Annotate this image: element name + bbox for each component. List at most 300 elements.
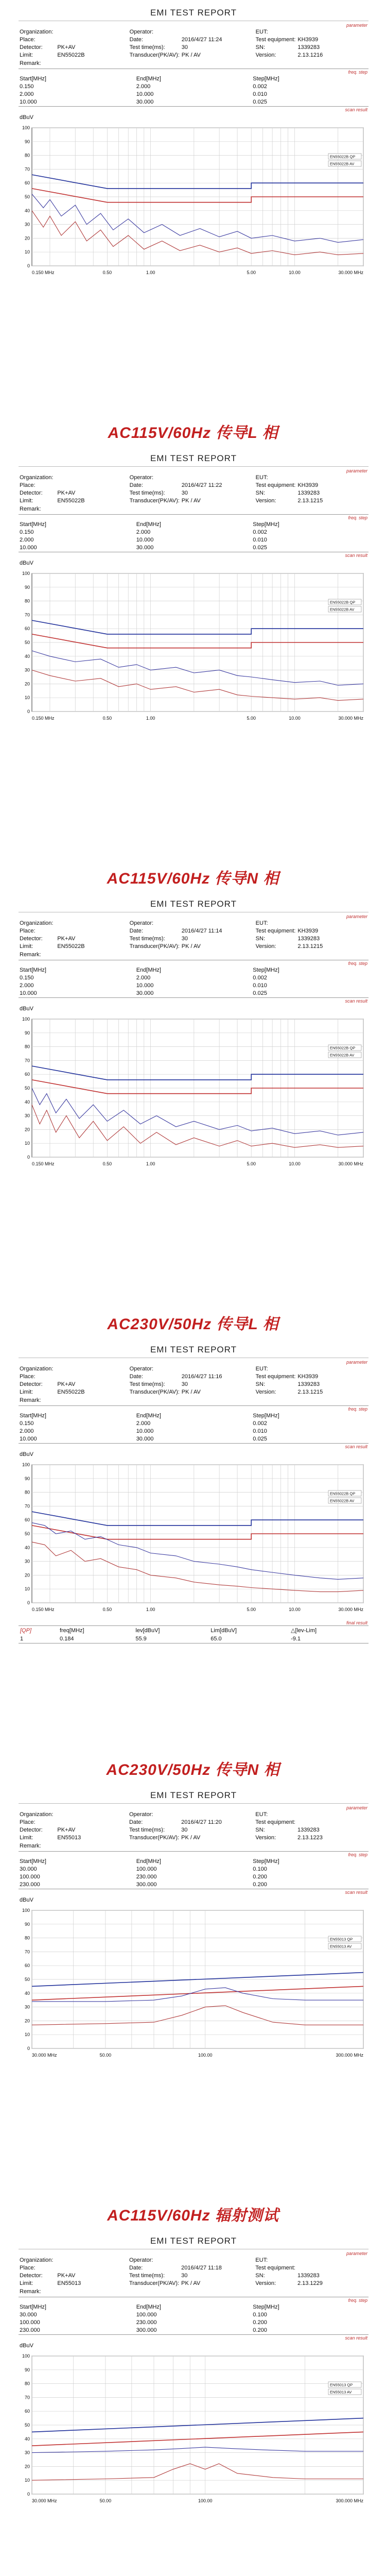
param-value xyxy=(181,28,255,36)
param-key: Place: xyxy=(20,928,36,934)
param-key: Date: xyxy=(129,928,143,934)
freq-step-label: freq. step xyxy=(348,961,367,966)
parameter-row xyxy=(19,52,369,59)
y-tick-label: 50 xyxy=(24,2422,30,2428)
freq-header: Start[MHz] xyxy=(20,1413,46,1419)
y-tick-label: 80 xyxy=(24,1044,30,1049)
x-tick-label: 1.00 xyxy=(146,270,155,275)
parameter-table xyxy=(19,1811,369,1842)
freq-cell: 10.000 xyxy=(136,1428,154,1434)
freq-cell: 10.000 xyxy=(20,545,37,551)
y-tick-label: 20 xyxy=(24,1572,30,1578)
final-cell: 65.0 xyxy=(210,1636,222,1642)
y-tick-label: 80 xyxy=(24,598,30,604)
x-tick-label: 100.00 xyxy=(198,2053,213,2058)
y-tick-label: 60 xyxy=(24,1072,30,1077)
freq-cell: 30.000 xyxy=(136,99,154,105)
parameter-row xyxy=(19,943,369,951)
y-tick-label: 10 xyxy=(24,1586,30,1592)
emi-report xyxy=(19,2233,369,2510)
y-tick-label: 50 xyxy=(24,640,30,645)
report-title: EMI TEST REPORT xyxy=(19,2233,369,2249)
freq-cell: 30.000 xyxy=(20,1866,37,1872)
param-value: 30 xyxy=(181,2273,188,2279)
freq-cell: 300.000 xyxy=(136,1882,157,1888)
x-tick-label: 30.000 MHz xyxy=(32,2053,57,2058)
param-key: Organization: xyxy=(20,1811,54,1818)
parameter-row xyxy=(19,2257,369,2264)
freq-cell: 2.000 xyxy=(20,91,34,97)
emission-chart xyxy=(19,1459,369,1618)
freq-cell: 0.002 xyxy=(253,83,267,90)
legend-entry: EN55022B AV xyxy=(330,1498,355,1503)
freq-cell: 30.000 xyxy=(136,545,154,551)
freq-cell: 2.000 xyxy=(20,1428,34,1434)
freq-cell: 10.000 xyxy=(136,982,154,989)
param-key: Detector: xyxy=(20,2273,43,2279)
y-tick-label: 30 xyxy=(24,2450,30,2455)
freq-cell: 0.150 xyxy=(20,83,34,90)
x-tick-label: 5.00 xyxy=(247,1607,256,1612)
emission-chart xyxy=(19,122,369,281)
parameter-table xyxy=(19,474,369,505)
param-value xyxy=(56,2264,128,2272)
param-value xyxy=(296,1365,369,1373)
x-tick-label: 10.00 xyxy=(289,1161,301,1166)
param-key: Transducer(PK/AV): xyxy=(129,943,180,950)
freq-cell: 2.000 xyxy=(136,1420,151,1427)
parameter-label: parameter xyxy=(346,468,367,473)
param-key: SN: xyxy=(255,936,266,942)
test-caption: AC230V/50Hz 传导N 相 xyxy=(106,1761,280,1778)
freq-row xyxy=(19,990,369,997)
remark-label: Remark: xyxy=(20,60,41,66)
param-value xyxy=(56,474,128,482)
emi-report xyxy=(19,896,369,1173)
param-key: Test equipment: xyxy=(255,37,296,43)
parameter-row xyxy=(19,935,369,943)
freq-step-section xyxy=(19,1852,369,1889)
freq-cell: 0.200 xyxy=(253,2327,267,2333)
freq-header: Start[MHz] xyxy=(20,76,46,82)
param-key: Place: xyxy=(20,1374,36,1380)
freq-row xyxy=(19,1420,369,1428)
freq-step-section xyxy=(19,1406,369,1444)
freq-cell: 0.010 xyxy=(253,1428,267,1434)
param-key: SN: xyxy=(255,2273,265,2279)
parameter-row xyxy=(19,1819,369,1826)
final-header: Lim[dBuV] xyxy=(210,1627,237,1634)
param-key: Detector: xyxy=(20,1827,43,1833)
param-value: 2016/4/27 11:16 xyxy=(181,1374,222,1380)
freq-step-table xyxy=(19,1412,369,1443)
y-tick-label: 40 xyxy=(24,208,30,213)
x-tick-label: 30.000 MHz xyxy=(338,1161,363,1166)
param-value: PK / AV xyxy=(181,498,201,504)
emission-chart xyxy=(19,567,369,727)
param-key: Test time(ms): xyxy=(129,490,165,496)
param-key: Operator: xyxy=(129,1366,154,1372)
freq-step-label: freq. step xyxy=(348,1406,367,1412)
final-row xyxy=(19,1635,369,1643)
y-tick-label: 20 xyxy=(24,1127,30,1132)
y-unit-label: dBuV xyxy=(20,1006,33,1012)
y-tick-label: 100 xyxy=(22,1016,30,1022)
freq-cell: 0.150 xyxy=(20,975,34,981)
freq-row xyxy=(19,1866,369,1873)
y-unit-label: dBuV xyxy=(20,2343,33,2349)
freq-header: End[MHz] xyxy=(136,2304,161,2310)
param-key: EUT: xyxy=(255,474,268,481)
y-tick-label: 70 xyxy=(24,1058,30,1063)
param-value: 2016/4/27 11:14 xyxy=(181,928,222,934)
scan-result-section xyxy=(19,553,369,727)
freq-header: Step[MHz] xyxy=(253,1413,279,1419)
param-value xyxy=(56,927,128,935)
y-unit-label: dBuV xyxy=(20,560,33,566)
x-tick-label: 10.00 xyxy=(289,1607,301,1612)
emi-report xyxy=(19,5,369,281)
param-key: Operator: xyxy=(129,29,154,35)
param-value: 2016/4/27 11:20 xyxy=(181,1819,222,1825)
freq-cell: 10.000 xyxy=(136,91,154,97)
param-key: Organization: xyxy=(20,2257,54,2263)
freq-step-table xyxy=(19,967,369,997)
x-tick-label: 50.00 xyxy=(99,2498,112,2503)
param-value: 2.13.1216 xyxy=(297,52,323,58)
param-key: Operator: xyxy=(129,2257,153,2263)
y-tick-label: 10 xyxy=(24,249,30,255)
scan-result-section xyxy=(19,998,369,1173)
param-value xyxy=(56,28,128,36)
param-key: Version: xyxy=(255,498,276,504)
param-value: 1339283 xyxy=(297,490,320,496)
param-value: PK / AV xyxy=(181,943,201,950)
freq-cell: 0.002 xyxy=(253,975,267,981)
parameter-label: parameter xyxy=(346,2251,367,2256)
y-tick-label: 60 xyxy=(24,1963,30,1969)
param-key: Transducer(PK/AV): xyxy=(129,1389,180,1395)
param-value: KH3939 xyxy=(297,482,319,488)
param-value: 2016/4/27 11:18 xyxy=(181,2265,222,2271)
freq-cell: 10.000 xyxy=(20,990,37,996)
freq-header: Step[MHz] xyxy=(253,521,279,528)
legend-entry: EN55022B AV xyxy=(330,1053,355,1058)
freq-cell: 100.000 xyxy=(136,2312,157,2318)
param-value: 2.13.1215 xyxy=(297,1389,323,1395)
freq-step-label: freq. step xyxy=(348,70,367,75)
parameter-row xyxy=(19,1381,369,1388)
x-tick-label: 10.00 xyxy=(289,716,301,721)
freq-row xyxy=(19,2319,369,2327)
parameter-row xyxy=(19,1365,369,1373)
y-tick-label: 10 xyxy=(24,1141,30,1146)
param-value: EN55022B xyxy=(57,52,85,58)
freq-cell: 30.000 xyxy=(136,990,154,996)
freq-step-table xyxy=(19,521,369,552)
y-tick-label: 90 xyxy=(24,139,30,144)
param-value xyxy=(296,28,369,36)
final-cell: 55.9 xyxy=(135,1636,147,1642)
freq-row xyxy=(19,974,369,982)
param-value: PK+AV xyxy=(57,1381,76,1387)
freq-cell: 10.000 xyxy=(20,1436,37,1442)
y-tick-label: 60 xyxy=(24,626,30,632)
emi-report xyxy=(19,451,369,727)
parameter-row xyxy=(19,2272,369,2280)
param-key: Date: xyxy=(129,1819,143,1825)
emission-chart xyxy=(19,2350,369,2510)
param-key: EUT: xyxy=(255,2257,268,2263)
y-tick-label: 70 xyxy=(24,2395,30,2400)
x-tick-label: 0.150 MHz xyxy=(32,716,55,721)
y-tick-label: 90 xyxy=(24,1921,30,1927)
y-tick-label: 80 xyxy=(24,1489,30,1495)
freq-row xyxy=(19,2327,369,2334)
freq-cell: 2.000 xyxy=(20,537,34,543)
param-value: 30 xyxy=(181,44,188,50)
param-key: Version: xyxy=(255,2280,276,2286)
y-unit-label: dBuV xyxy=(20,1897,33,1903)
x-tick-label: 30.000 MHz xyxy=(338,716,363,721)
freq-step-label: freq. step xyxy=(348,2298,367,2303)
parameter-section xyxy=(19,23,369,69)
param-value: 2.13.1223 xyxy=(297,1835,323,1841)
freq-step-section xyxy=(19,961,369,998)
parameter-section xyxy=(19,914,369,960)
freq-step-table xyxy=(19,75,369,106)
scan-result-label: scan result xyxy=(345,998,367,1004)
report-title: EMI TEST REPORT xyxy=(19,896,369,912)
emission-chart xyxy=(19,1904,369,2064)
param-key: Operator: xyxy=(129,920,154,926)
freq-cell: 0.025 xyxy=(253,99,267,105)
y-tick-label: 50 xyxy=(24,1086,30,1091)
freq-header: Start[MHz] xyxy=(20,521,46,528)
param-value: 1339283 xyxy=(297,1381,320,1387)
param-key: SN: xyxy=(255,1827,265,1833)
test-caption: AC115V/60Hz 辐射测试 xyxy=(107,2207,279,2224)
param-key: Organization: xyxy=(20,474,54,481)
x-tick-label: 0.150 MHz xyxy=(32,1607,55,1612)
y-tick-label: 0 xyxy=(27,2046,30,2051)
final-cell: 1 xyxy=(20,1636,24,1642)
freq-cell: 0.150 xyxy=(20,1420,34,1427)
param-value: KH3939 xyxy=(297,1374,319,1380)
y-tick-label: 0 xyxy=(27,1600,30,1605)
legend-entry: EN55022B QP xyxy=(330,600,356,605)
freq-cell: 0.200 xyxy=(253,1882,267,1888)
param-key: Transducer(PK/AV): xyxy=(129,498,180,504)
param-key: Test equipment: xyxy=(255,482,296,488)
final-cell: -9.1 xyxy=(291,1636,301,1642)
freq-row xyxy=(19,544,369,552)
emi-report xyxy=(19,1788,369,2064)
parameter-row xyxy=(19,36,369,44)
y-tick-label: 90 xyxy=(24,1476,30,1481)
y-tick-label: 40 xyxy=(24,1545,30,1550)
scan-result-section xyxy=(19,2335,369,2510)
x-tick-label: 1.00 xyxy=(146,716,155,721)
y-tick-label: 100 xyxy=(22,1462,30,1467)
parameter-section xyxy=(19,1360,369,1406)
parameter-row xyxy=(19,28,369,36)
param-key: Limit: xyxy=(20,1835,33,1841)
param-key: Date: xyxy=(129,37,143,43)
parameter-table xyxy=(19,2257,369,2287)
parameter-row xyxy=(19,474,369,482)
parameter-row xyxy=(19,482,369,489)
freq-row xyxy=(19,536,369,544)
freq-cell: 30.000 xyxy=(20,2312,37,2318)
freq-row xyxy=(19,91,369,98)
param-value xyxy=(56,920,128,927)
y-tick-label: 60 xyxy=(24,1517,30,1523)
param-value: 2016/4/27 11:24 xyxy=(181,37,222,43)
param-key: Test time(ms): xyxy=(129,936,165,942)
y-tick-label: 90 xyxy=(24,2367,30,2372)
param-value: EN55022B xyxy=(57,943,85,950)
param-key: EUT: xyxy=(255,29,268,35)
param-value xyxy=(296,920,369,927)
legend-entry: EN55013 QP xyxy=(330,2382,353,2387)
param-key: Test equipment: xyxy=(255,1819,295,1825)
param-key: Place: xyxy=(20,37,36,43)
param-key: Test equipment: xyxy=(255,2265,295,2271)
freq-header: Step[MHz] xyxy=(253,1858,279,1865)
x-tick-label: 0.50 xyxy=(102,270,112,275)
param-value xyxy=(56,36,128,44)
freq-cell: 230.000 xyxy=(136,1874,157,1880)
param-key: Test equipment: xyxy=(255,1374,296,1380)
param-value xyxy=(56,1373,128,1381)
remark-label: Remark: xyxy=(20,506,41,512)
y-tick-label: 20 xyxy=(24,2018,30,2024)
parameter-label: parameter xyxy=(346,1805,367,1810)
y-tick-label: 30 xyxy=(24,222,30,227)
test-caption: AC115V/60Hz 传导L 相 xyxy=(108,425,278,442)
x-tick-label: 0.150 MHz xyxy=(32,1161,55,1166)
legend-entry: EN55022B QP xyxy=(330,1045,356,1050)
test-caption: AC115V/60Hz 传导N 相 xyxy=(107,870,279,887)
param-value: EN55013 xyxy=(57,2280,81,2286)
y-tick-label: 60 xyxy=(24,180,30,186)
x-tick-label: 300.000 MHz xyxy=(336,2498,363,2503)
param-value xyxy=(296,1819,369,1826)
param-key: Test time(ms): xyxy=(129,1827,165,1833)
freq-step-label: freq. step xyxy=(348,515,367,520)
freq-header: Start[MHz] xyxy=(20,2304,46,2310)
x-tick-label: 1.00 xyxy=(146,1607,155,1612)
y-tick-label: 0 xyxy=(27,2492,30,2497)
scan-result-label: scan result xyxy=(345,1444,367,1449)
param-key: Detector: xyxy=(20,490,43,496)
parameter-table xyxy=(19,920,369,951)
test-caption: AC230V/50Hz 传导L 相 xyxy=(107,1316,279,1333)
freq-step-section xyxy=(19,70,369,107)
y-tick-label: 100 xyxy=(22,125,30,130)
freq-cell: 0.100 xyxy=(253,2312,267,2318)
param-key: Organization: xyxy=(20,1366,54,1372)
param-key: Date: xyxy=(129,2265,143,2271)
freq-step-table xyxy=(19,1858,369,1889)
param-key: Organization: xyxy=(20,920,54,926)
param-value: 30 xyxy=(181,936,188,942)
freq-row xyxy=(19,982,369,990)
freq-cell: 10.000 xyxy=(136,537,154,543)
param-key: EUT: xyxy=(255,1811,268,1818)
param-key: Test time(ms): xyxy=(129,1381,165,1387)
y-tick-label: 0 xyxy=(27,709,30,714)
y-tick-label: 50 xyxy=(24,1531,30,1536)
freq-cell: 230.000 xyxy=(20,2327,40,2333)
param-key: Detector: xyxy=(20,1381,43,1387)
final-header: freq[MHz] xyxy=(59,1627,84,1634)
y-tick-label: 80 xyxy=(24,2381,30,2386)
x-tick-label: 10.00 xyxy=(289,270,301,275)
scan-result-section xyxy=(19,1890,369,2064)
param-key: Test time(ms): xyxy=(129,2273,165,2279)
final-header: △[lev-Lim] xyxy=(291,1628,317,1634)
freq-cell: 100.000 xyxy=(136,1866,157,1872)
freq-header: End[MHz] xyxy=(136,521,161,528)
param-value xyxy=(296,2264,369,2272)
param-value: 2.13.1229 xyxy=(297,2280,323,2286)
freq-cell: 0.010 xyxy=(253,91,267,97)
freq-header: End[MHz] xyxy=(136,1858,161,1865)
freq-cell: 0.002 xyxy=(253,529,267,535)
param-value: PK / AV xyxy=(181,52,201,58)
freq-cell: 230.000 xyxy=(20,1882,40,1888)
param-key: Transducer(PK/AV): xyxy=(129,1835,180,1841)
scan-result-label: scan result xyxy=(345,2335,367,2341)
parameter-section xyxy=(19,2251,369,2297)
param-key: Limit: xyxy=(20,1389,33,1395)
parameter-row xyxy=(19,920,369,927)
freq-header-row xyxy=(19,521,369,529)
parameter-row xyxy=(19,2280,369,2287)
param-key: Version: xyxy=(255,52,276,58)
freq-header: End[MHz] xyxy=(136,76,161,82)
parameter-row xyxy=(19,489,369,497)
y-tick-label: 80 xyxy=(24,1935,30,1941)
parameter-row xyxy=(19,1826,369,1834)
scan-result-label: scan result xyxy=(345,1890,367,1895)
freq-row xyxy=(19,83,369,91)
param-value: 1339283 xyxy=(297,936,320,942)
parameter-row xyxy=(19,497,369,505)
param-value: PK / AV xyxy=(181,1835,201,1841)
parameter-row xyxy=(19,1373,369,1381)
param-key: Date: xyxy=(129,482,143,488)
y-tick-label: 100 xyxy=(22,571,30,576)
param-key: Test equipment: xyxy=(255,928,296,934)
y-tick-label: 0 xyxy=(27,1155,30,1160)
final-result-table xyxy=(19,1626,369,1643)
y-tick-label: 20 xyxy=(24,2464,30,2469)
x-tick-label: 30.000 MHz xyxy=(338,270,363,275)
param-key: Version: xyxy=(255,1389,276,1395)
freq-header: End[MHz] xyxy=(136,1413,161,1419)
param-value: 1339283 xyxy=(297,1827,320,1833)
freq-step-table xyxy=(19,2303,369,2334)
y-tick-label: 30 xyxy=(24,2004,30,2010)
freq-header-row xyxy=(19,1412,369,1420)
scan-result-label: scan result xyxy=(345,553,367,558)
param-value: 2.13.1215 xyxy=(297,943,323,950)
freq-cell: 0.100 xyxy=(253,1866,267,1872)
freq-cell: 230.000 xyxy=(136,2319,157,2326)
